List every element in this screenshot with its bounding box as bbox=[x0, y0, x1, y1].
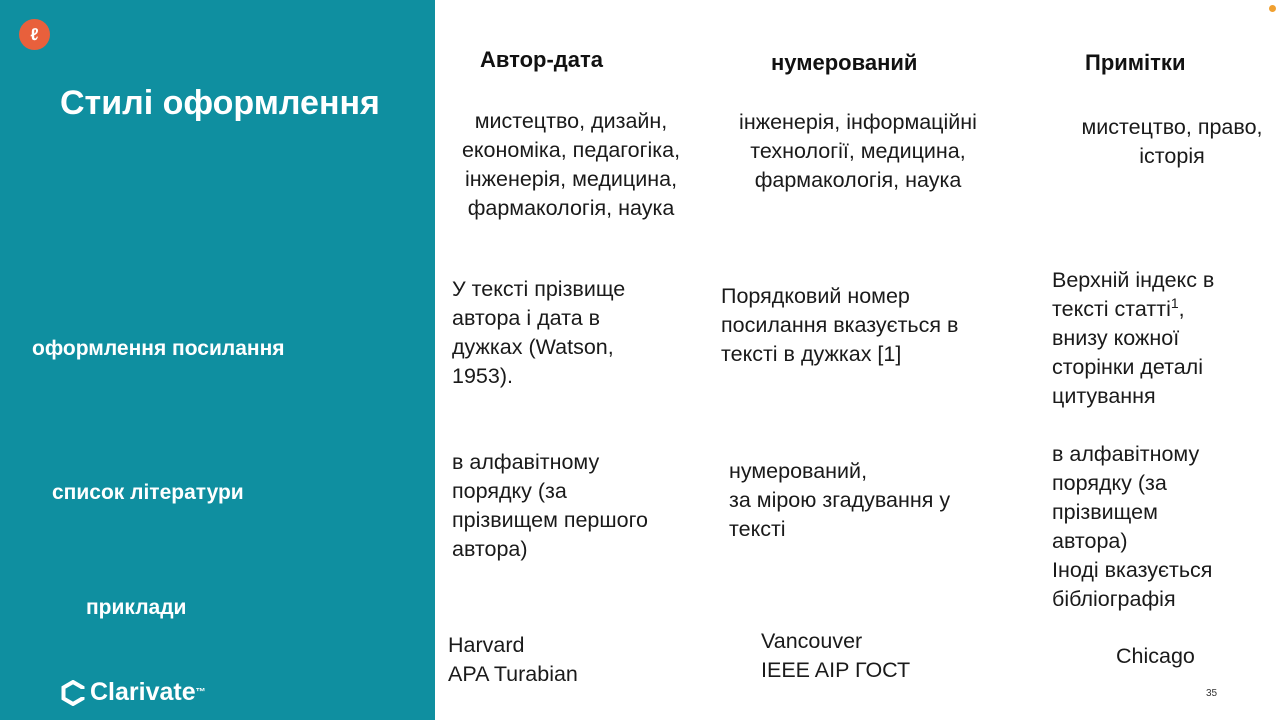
brand-trademark: ™ bbox=[195, 687, 206, 698]
cell-numbered-citation: Порядковий номер посилання вказується в тексті в дужках [1] bbox=[721, 284, 959, 366]
cell-notes-citation bbox=[1052, 266, 1214, 411]
cell-numbered-bibliography: нумерований, за мірою згадування у тексті bbox=[729, 459, 951, 541]
cell-author-date-examples: Harvard APA Turabian bbox=[448, 633, 578, 686]
logo-badge-icon: ℓ bbox=[19, 19, 50, 50]
cell-numbered-fields: інженерія, інформаційні технології, медицина, фармакологія, наука bbox=[739, 110, 977, 192]
cell-author-date-bibliography: в алфавітному порядку (за прізвищем першого автора) bbox=[452, 450, 648, 561]
page-number: 35 bbox=[1206, 688, 1218, 699]
clarivate-mark-icon bbox=[60, 680, 86, 706]
column-header-notes: Примітки bbox=[1085, 50, 1186, 75]
cell-notes-fields: мистецтво, право, історія bbox=[1081, 115, 1263, 168]
column-header-author-date: Автор-дата bbox=[480, 47, 604, 72]
notes-citation-superscript: 1 bbox=[1170, 294, 1179, 311]
cell-notes-examples: Chicago bbox=[1116, 644, 1195, 668]
slide-title: Стилі оформлення bbox=[60, 84, 380, 122]
notes-citation-text-end: , внизу кожної сторінки деталі цитування bbox=[1052, 297, 1203, 408]
cell-notes-bibliography: в алфавітному порядку (за прізвищем автора) Іноді вказується бібліографія bbox=[1052, 442, 1213, 611]
row-label-citation: оформлення посилання bbox=[32, 337, 285, 360]
cell-numbered-examples: Vancouver IEEE AIP ГОСТ bbox=[761, 629, 911, 682]
notes-citation-text-start: Верхній індекс в тексті статті bbox=[1052, 268, 1215, 321]
accent-dot bbox=[1269, 5, 1276, 12]
left-panel bbox=[0, 0, 435, 720]
brand-logo bbox=[60, 678, 206, 707]
brand-name: Clarivate bbox=[90, 678, 196, 706]
cell-author-date-fields: мистецтво, дизайн, економіка, педагогіка, інженерія, медицина, фармакологія, наука bbox=[461, 109, 681, 220]
cell-author-date-citation: У тексті прізвище автора і дата в дужках (Watson, 1953). bbox=[452, 277, 626, 388]
column-header-numbered: нумерований bbox=[771, 50, 918, 75]
row-label-examples: приклади bbox=[86, 596, 187, 619]
row-label-bibliography: список літератури bbox=[52, 481, 244, 504]
